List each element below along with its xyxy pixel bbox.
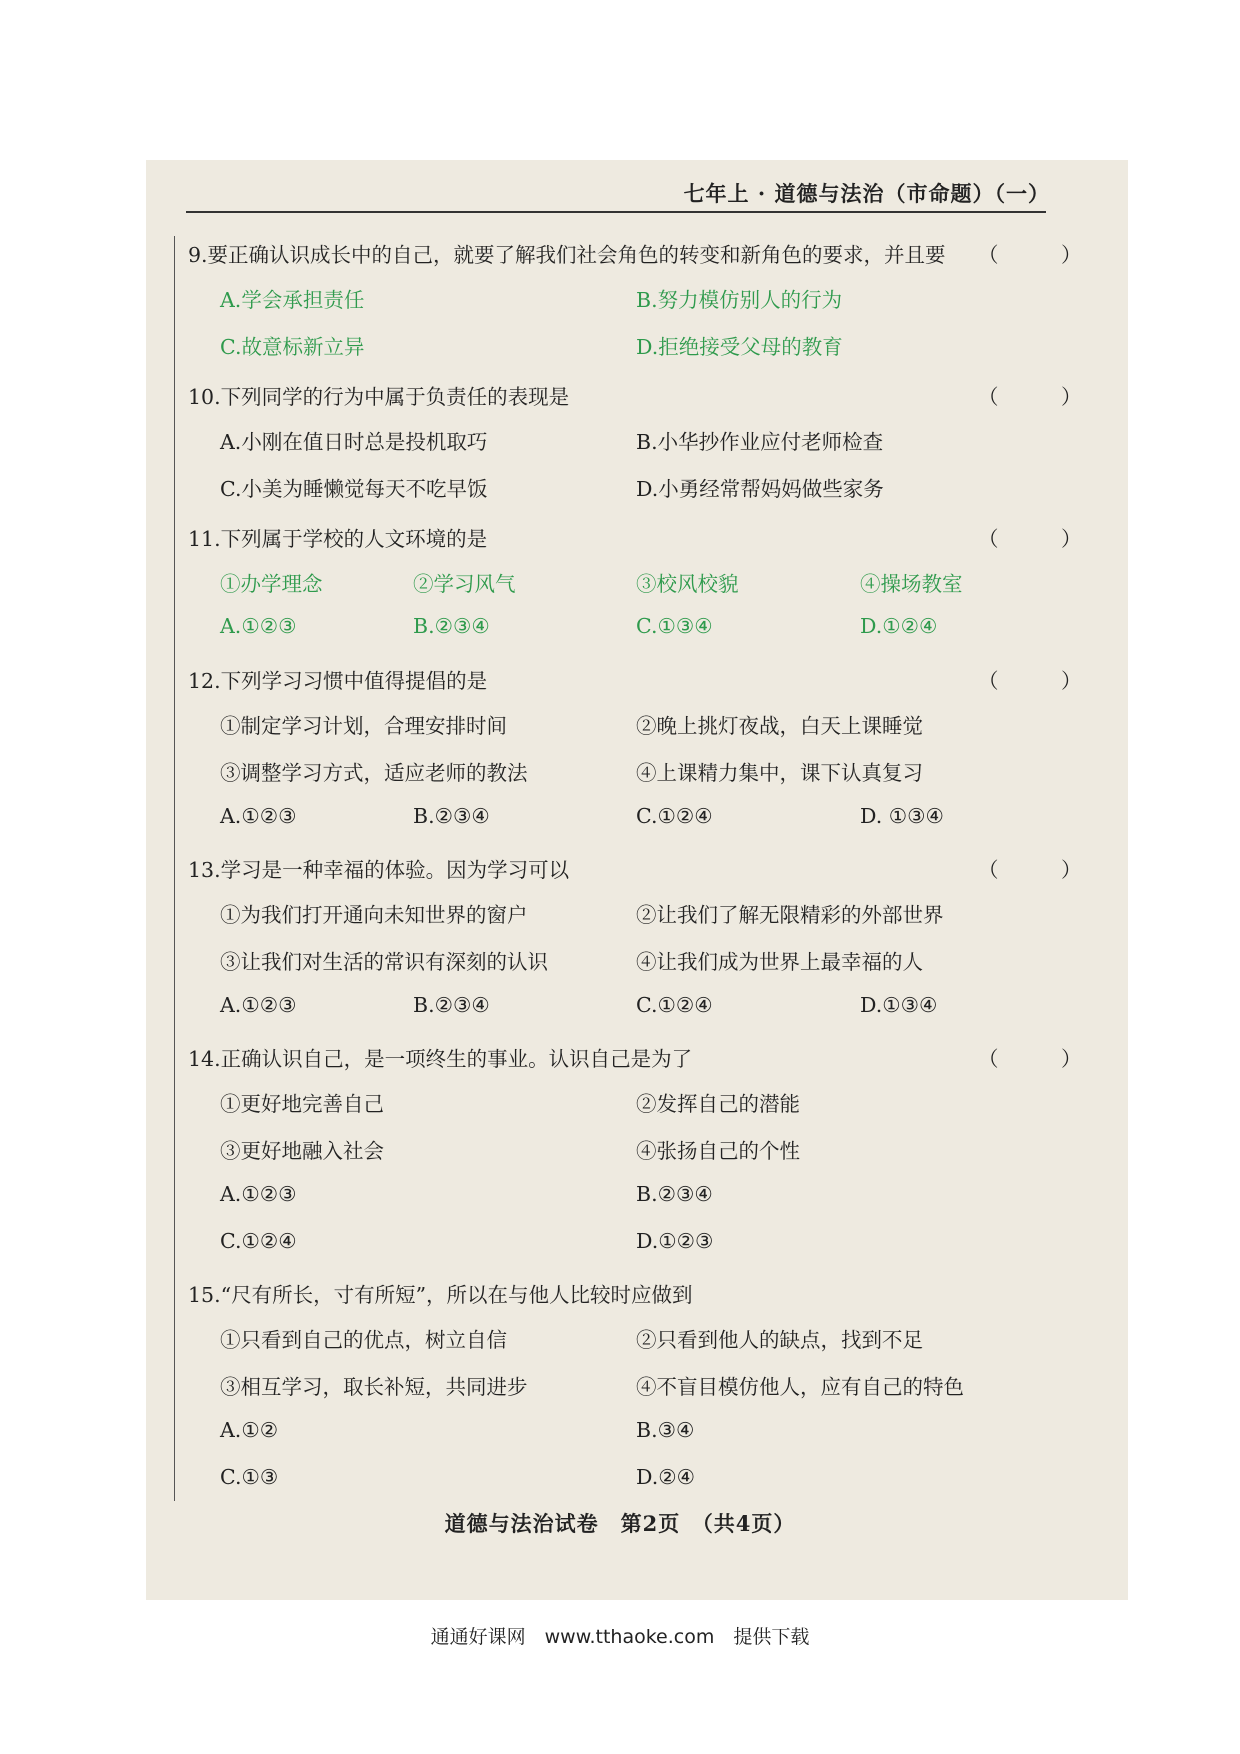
option-c: C.①③ (220, 1465, 279, 1489)
answer-paren: （ ） (978, 1047, 1110, 1071)
item-2: ②晚上挑灯夜战，白天上课睡觉 (636, 714, 923, 738)
option-c: C.①③④ (636, 614, 713, 638)
option-a: A.①② (220, 1418, 279, 1442)
item-4: ④操场教室 (860, 572, 963, 596)
question-stem: 15.“尺有所长，寸有所短”，所以在与他人比较时应做到 (188, 1283, 693, 1307)
option-a: A.①②③ (220, 804, 297, 828)
page-footer: 道德与法治试卷 第2页 （共4页） (444, 1511, 796, 1536)
item-2: ②发挥自己的潜能 (636, 1092, 800, 1116)
option-a: A.①②③ (220, 1182, 297, 1206)
binding-margin-line (174, 236, 175, 1501)
option-d: D.拒绝接受父母的教育 (636, 335, 843, 359)
answer-paren: （ ） (978, 527, 1110, 551)
question-stem: 14.正确认识自己，是一项终生的事业。认识自己是为了 (188, 1047, 693, 1071)
item-1: ①只看到自己的优点，树立自信 (220, 1328, 507, 1352)
answer-paren: （ ） (978, 243, 1110, 267)
option-b: B.②③④ (413, 614, 490, 638)
item-1: ①办学理念 (220, 572, 323, 596)
option-c: C.①②④ (636, 804, 713, 828)
question-stem: 11.下列属于学校的人文环境的是 (188, 527, 488, 551)
option-a: A.①②③ (220, 614, 297, 638)
answer-paren: （ ） (978, 669, 1110, 693)
question-stem: 10.下列同学的行为中属于负责任的表现是 (188, 385, 570, 409)
item-1: ①更好地完善自己 (220, 1092, 384, 1116)
option-c: C.①②④ (636, 993, 713, 1017)
option-d: D.①③④ (860, 993, 938, 1017)
option-b: B.努力模仿别人的行为 (636, 288, 843, 312)
source-line: 通通好课网 www.tthaoke.com 提供下载 (430, 1626, 810, 1648)
option-d: D.小勇经常帮妈妈做些家务 (636, 477, 884, 501)
option-a: A.①②③ (220, 993, 297, 1017)
item-3: ③相互学习，取长补短，共同进步 (220, 1375, 528, 1399)
paper-header-title: 七年上 · 道德与法治（市命题）（一） (683, 181, 1050, 206)
item-1: ①制定学习计划，合理安排时间 (220, 714, 507, 738)
answer-paren: （ ） (978, 385, 1110, 409)
item-1: ①为我们打开通向未知世界的窗户 (220, 903, 528, 927)
option-d: D.①②③ (636, 1229, 714, 1253)
option-b: B.③④ (636, 1418, 695, 1442)
item-3: ③调整学习方式，适应老师的教法 (220, 761, 528, 785)
question-stem: 12.下列学习习惯中值得提倡的是 (188, 669, 488, 693)
option-d: D.②④ (636, 1465, 695, 1489)
option-c: C.小美为睡懒觉每天不吃早饭 (220, 477, 488, 501)
item-4: ④不盲目模仿他人，应有自己的特色 (636, 1375, 964, 1399)
item-2: ②只看到他人的缺点，找到不足 (636, 1328, 923, 1352)
item-2: ②让我们了解无限精彩的外部世界 (636, 903, 944, 927)
item-4: ④上课精力集中，课下认真复习 (636, 761, 923, 785)
option-b: B.②③④ (636, 1182, 713, 1206)
option-b: B.小华抄作业应付老师检查 (636, 430, 884, 454)
answer-paren: （ ） (978, 858, 1110, 882)
item-4: ④让我们成为世界上最幸福的人 (636, 950, 923, 974)
item-3: ③更好地融入社会 (220, 1139, 384, 1163)
option-d: D.①②④ (860, 614, 938, 638)
item-3: ③校风校貌 (636, 572, 739, 596)
question-stem: 9.要正确认识成长中的自己，就要了解我们社会角色的转变和新角色的要求，并且要 (188, 243, 946, 267)
item-3: ③让我们对生活的常识有深刻的认识 (220, 950, 548, 974)
item-2: ②学习风气 (413, 572, 516, 596)
option-a: A.小刚在值日时总是投机取巧 (220, 430, 488, 454)
question-stem: 13.学习是一种幸福的体验。因为学习可以 (188, 858, 570, 882)
option-b: B.②③④ (413, 804, 490, 828)
option-c: C.故意标新立异 (220, 335, 365, 359)
option-b: B.②③④ (413, 993, 490, 1017)
option-a: A.学会承担责任 (220, 288, 365, 312)
item-4: ④张扬自己的个性 (636, 1139, 800, 1163)
option-d: D. ①③④ (860, 804, 944, 828)
option-c: C.①②④ (220, 1229, 297, 1253)
header-rule (186, 211, 1046, 213)
